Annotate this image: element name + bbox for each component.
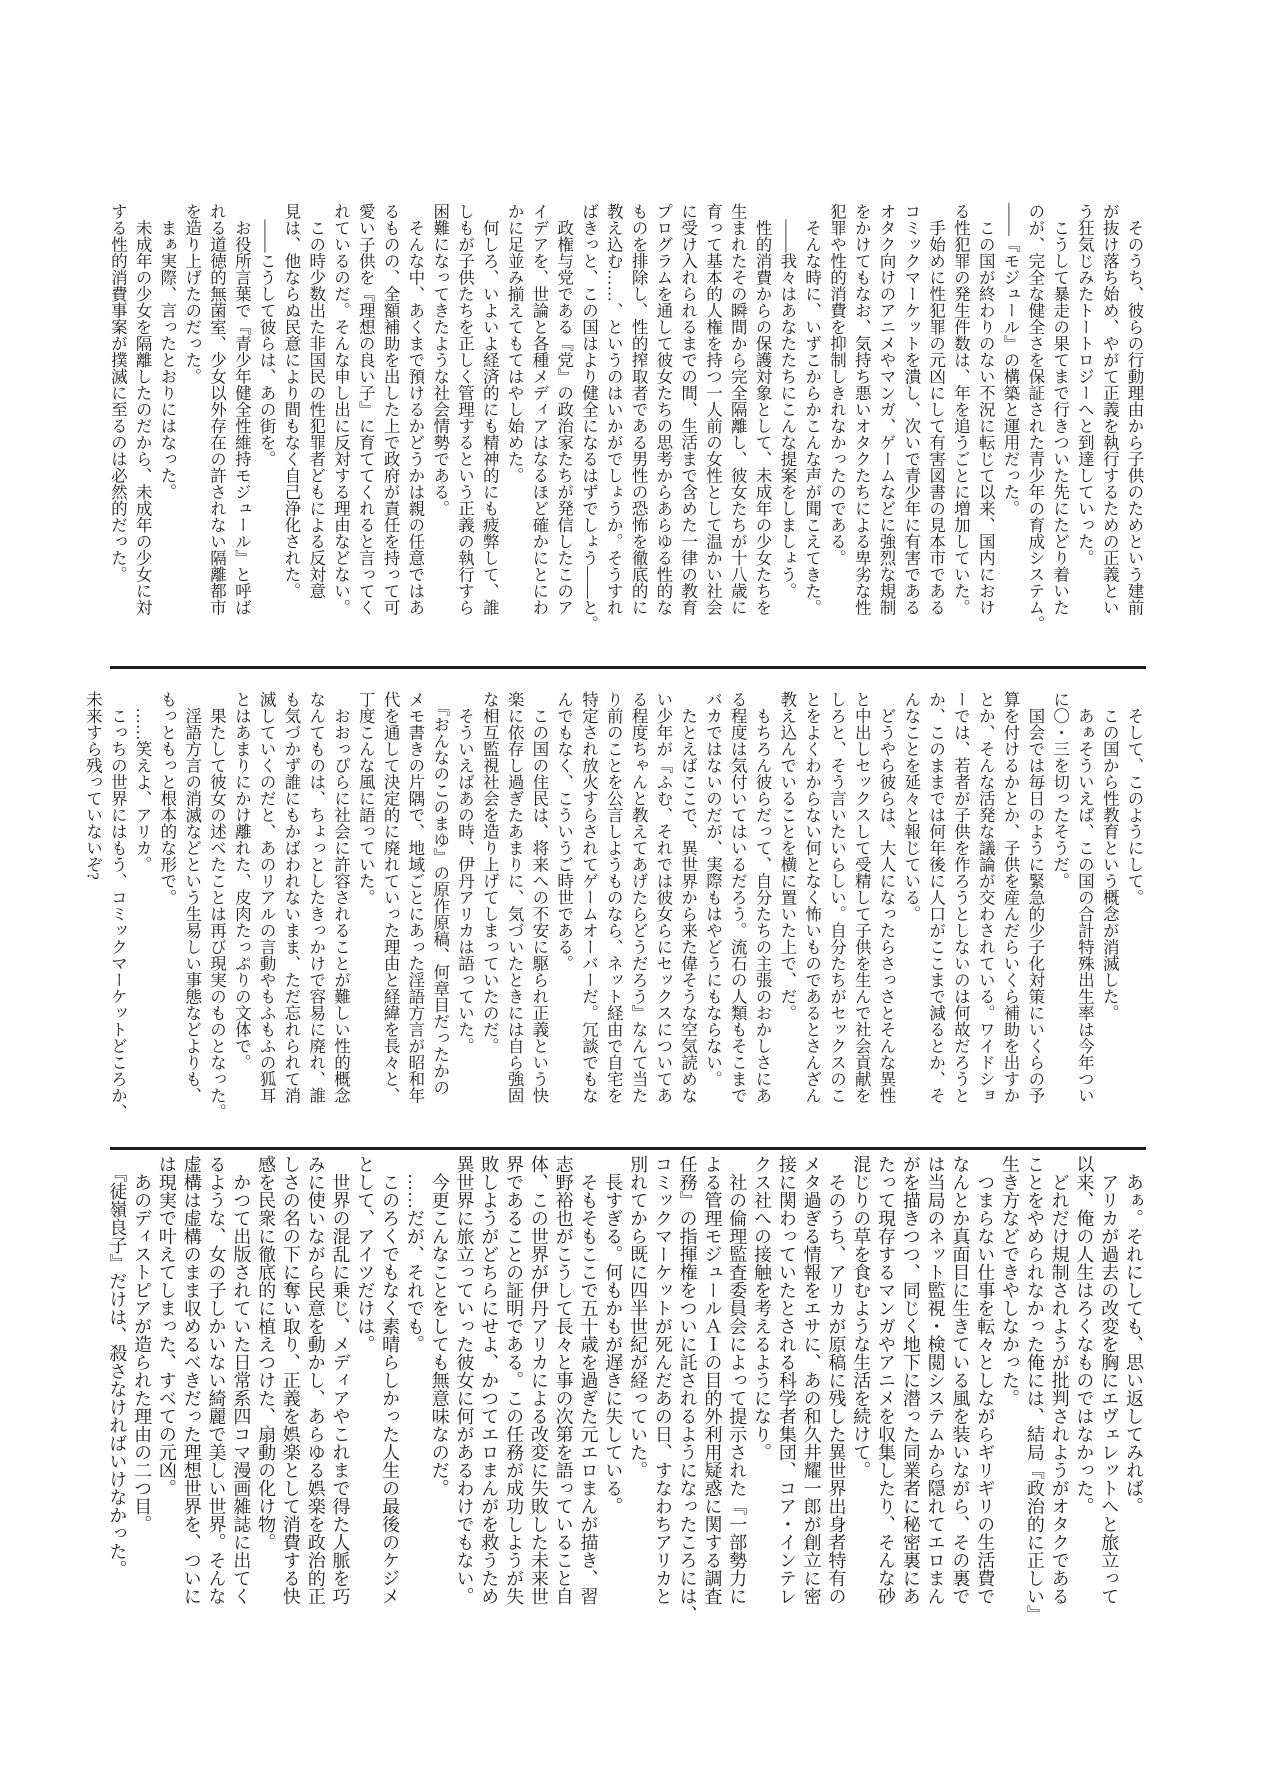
text-line: イデアを、世論と各種メディアはなるほど確かにとにわ [529, 203, 549, 616]
text-line: ――我々はあなたたちにこんな提案をしましょう。 [777, 203, 797, 599]
text-line: 愛い子供を『理想の良い子』に育ててくれると言ってく [356, 203, 376, 616]
text-line: とをよくわからない何となく怖いものであるとさんざん [802, 691, 822, 1104]
text-line: 以来、俺の人生はろくなものではなかった。 [1074, 1155, 1095, 1515]
text-line: もちろん彼らだって、自分たちの主張のおかしさにあ [753, 691, 773, 1104]
text-line: メモ書きの片隅で、地域ごとにあった淫語方言が昭和年 [405, 691, 425, 1104]
text-line: 淫語方言の消滅などという生易しい事態などよりも、 [182, 691, 202, 1104]
text-line: 生き方などできやしなかった。 [1000, 1155, 1021, 1407]
text-line: コミックマーケットを潰し、次いで青少年に有害である [901, 203, 921, 616]
text-line: れる道徳的無菌室、少女以外存在の許されない隔離都市 [207, 203, 227, 616]
text-line: コミックマーケットが死んだあの日、すなわちアリカと [652, 1155, 673, 1605]
text-line: 教え込んでいることを横に置いた上で、だ。 [777, 691, 797, 1021]
text-section-middle [80, 691, 1146, 1131]
text-line: に〇・三を切ったそうだ。 [1050, 691, 1070, 889]
text-line: ――こうして彼らは、あの街を。 [257, 203, 277, 467]
text-line: 虚構は虚構のまま収めるべきだった理想世界を、ついに [181, 1155, 202, 1605]
text-line: そもそもここで五十歳を過ぎた元エロまんが描き、習 [578, 1155, 599, 1605]
text-line: なんとか真面目に生きている風を装いながら、その裏で [950, 1155, 971, 1605]
text-line: は現実で叶えてしまった、すべての元凶。 [156, 1155, 177, 1497]
text-line: どれだけ規制されようが批判されようがオタクである [1049, 1155, 1070, 1605]
text-line: この時少数出た非国民の性犯罪者どもによる反対意 [306, 203, 326, 599]
text-line: しさの名の下に奪い取り、正義を娯楽として消費する快 [280, 1155, 301, 1605]
text-line: 国会では毎日のように緊急的少子化対策にいくらの予 [1025, 691, 1045, 1104]
text-line: 接に関わっていたとされる科学者集団、コア・インテレ [776, 1155, 797, 1605]
text-line: う狂気じみたトートロジーへと到達していった。 [1075, 203, 1095, 566]
text-line: 滅していくのだと、あのリアルの言動やもふもふの狐耳 [257, 691, 277, 1104]
text-line: 困難になってきたような社会情勢である。 [430, 203, 450, 517]
text-line: ……だが、それでも。 [404, 1155, 425, 1353]
text-line: メタ過ぎる情報をエサに、あの和久井耀一郎が創立に密 [801, 1155, 822, 1605]
text-line: たとえばここで、異世界から来た偉そうな空気読めな [678, 691, 698, 1104]
section-divider [110, 1147, 1146, 1150]
text-line: こうして暴走の果てまで行きついた先にたどり着いた [1050, 203, 1070, 616]
text-line: この国の住民は、将来への不安に駆られ正義という快 [529, 691, 549, 1104]
text-line: もっともっと根本的な形で。 [157, 691, 177, 906]
text-line: に受け入れられるまでの間、生活まで含めた一律の教育 [678, 203, 698, 616]
text-line: オタク向けのアニメやマンガ、ゲームなどに強烈な規制 [877, 203, 897, 616]
text-line: クス社への接触を考えるようになり。 [752, 1155, 773, 1461]
text-line: そんな中、あくまで預けるかどうかは親の任意ではあ [405, 203, 425, 616]
text-line: 『おんなのこのまゆ』の原作原稿、何章目だったかの [430, 691, 450, 1096]
text-section-bottom [105, 1155, 1146, 1635]
text-line: 教え込む……、というのはいかがでしょうか。そうすれ [604, 203, 624, 616]
text-line: 未来すら残っていないぞ? [83, 691, 103, 880]
text-line: か、このままでは何年後に人口がここまで減るとか、そ [926, 691, 946, 1104]
text-line: なんてものは、ちょっとしたきっかけで容易に廃れ、誰 [306, 691, 326, 1104]
text-line: れているのだ。そんな申し出に反対する理由などない。 [331, 203, 351, 616]
text-line: あのディストピアが造られた理由の二つ目。 [132, 1155, 153, 1533]
text-line: と中出しセックスして受精して子供を生んで社会貢献を [852, 691, 872, 1104]
text-line: 界であることの証明である。この任務が成功しようが失 [504, 1155, 525, 1605]
text-line: する性的消費事案が撲滅に至るのは必然的だった。 [108, 203, 128, 583]
text-line: よる管理モジュールＡＩの目的外利用疑惑に関する調査 [702, 1155, 723, 1605]
text-line: この国から性教育という概念が消滅した。 [1100, 691, 1120, 1021]
text-line: どうやら彼らは、大人になったらさっさとそんな異性 [877, 691, 897, 1104]
text-line: 丁度こんな風に語っていた。 [356, 691, 376, 906]
text-line: るものの、全額補助を出した上で政府が責任を持って可 [381, 203, 401, 616]
text-line: ばきっと、この国はより健全になるはずでしょう――と。 [579, 203, 599, 632]
text-line: 見は、他ならぬ民意により間もなく自己浄化された。 [281, 203, 301, 599]
text-line: プログラムを通して彼女たちの思考からあらゆる性的な [653, 203, 673, 616]
text-line: お役所言葉で『青少年健全性維持モジュール』と呼ば [232, 203, 252, 616]
text-line: 今更こんなことをしても無意味なのだ。 [429, 1155, 450, 1497]
text-line: そんな時に、いずこからかこんな声が聞こえてきた。 [802, 203, 822, 616]
text-line: こっちの世界にはもう、コミックマーケットどころか、 [108, 691, 128, 1120]
text-line: んでもなく、こういうご時世である。 [554, 691, 574, 972]
text-line: ものを排除し、性的搾取者である男性の恐怖を徹底的に [629, 203, 649, 616]
text-line: んなことを延々と報じている。 [901, 691, 921, 922]
text-line: そのうち、アリカが原稿に残した異世界出身者特有の [826, 1155, 847, 1605]
text-line: として、アイツだけは。 [355, 1155, 376, 1353]
text-line: ……笑えよ、アリカ。 [133, 691, 153, 873]
text-line: 何しろ、いよいよ経済的にも精神的にも疲弊して、誰 [480, 203, 500, 616]
text-line: 算を付けるかとか、子供を産んだらいくら補助を出すか [1001, 691, 1021, 1104]
text-line: つまらない仕事を転々としながらギリギリの生活費で [975, 1155, 996, 1605]
text-line: 性的消費からの保護対象として、未成年の少女たちを [753, 203, 773, 616]
text-line: 育って基本的人権を持つ一人前の女性として温かい社会 [703, 203, 723, 616]
text-line: い少年が『ふむ、それでは彼女らにセックスについてあ [653, 691, 673, 1104]
text-line: ーでは、若者が子供を作ろうとしないのは何故だろうと [951, 691, 971, 1104]
text-line: 生まれたその瞬間から完全隔離し、彼女たちが十八歳に [728, 203, 748, 616]
text-line: を造り上げたのだった。 [182, 203, 202, 385]
text-line: る性犯罪の発生件数は、年を追うごとに増加していた。 [951, 203, 971, 616]
text-line: も気づかず誰にもかばわれないまま、ただ忘れられて消 [281, 691, 301, 1104]
text-line: バカではないのだが、実際もはやどうにもならない。 [703, 691, 723, 1087]
text-line: な相互監視社会を造り上げてしまっていたのだ。 [480, 691, 500, 1054]
text-line: 特定され放火すらされてゲームオーバーだ。冗談でもな [579, 691, 599, 1104]
text-line: 志野裕也がこうして長々と事の次第を語っていること自 [553, 1155, 574, 1605]
text-line: るような、女の子しかいない綺麗で美しい世界。そんな [206, 1155, 227, 1605]
text-line: アリカが過去の改変を胸にエヴェレットへと旅立って [1099, 1155, 1120, 1605]
text-line: あぁ。それにしても、思い返してみれば。 [1124, 1155, 1144, 1515]
text-line: 長すぎる。何もかもが遅きに失している。 [603, 1155, 624, 1515]
text-line: る程度は気付いてはいるだろう。流石の人類もそこまで [728, 691, 748, 1104]
text-line: おおっぴらに社会に許容されることが難しい性的概念 [331, 691, 351, 1104]
text-line: り前のことを公言しようものなら、ネット経由で自宅を [604, 691, 624, 1104]
text-line: 体、この世界が伊丹アリカによる改変に失敗した未来世 [528, 1155, 549, 1605]
text-line: そういえばあの時、伊丹アリカは語っていた。 [455, 691, 475, 1054]
text-line: 社の倫理監査委員会によって提示された『一部勢力に [727, 1155, 748, 1605]
text-line: 楽に依存し過ぎたあまりに、気づいたときには自ら強固 [505, 691, 525, 1104]
text-line: 感を民衆に徹底的に植えつけた、扇動の化け物。 [256, 1155, 277, 1551]
text-line: かに足並み揃えてもてはやし始めた。 [505, 203, 525, 484]
text-line: たって現存するマンガやアニメを収集したり、そんな砂 [876, 1155, 897, 1605]
text-line: が抜け落ち始め、やがて正義を執行するための正義とい [1100, 203, 1120, 616]
text-line: そのうち、彼らの行動理由から子供のためという建前 [1125, 203, 1144, 616]
text-line: ことをやめられなかった俺には、結局『政治的に正しい』 [1024, 1155, 1045, 1623]
text-line: 任務』の指揮権をついに託されるようになったころには、 [677, 1155, 698, 1623]
text-line: は当局のネット監視・検閲システムから隠れてエロまん [925, 1155, 946, 1605]
text-line: 果たして彼女の述べたことは再び現実のものとなった。 [207, 691, 227, 1120]
text-line: 犯罪や性的消費を抑制しきれなかったのである。 [827, 203, 847, 566]
text-line: 世界の混乱に乗じ、メディアやこれまで得た人脈を巧 [330, 1155, 351, 1605]
text-line: この国が終わりのない不況に転じて以来、国内におけ [976, 203, 996, 616]
text-line: このろくでもなく素晴らしかった人生の最後のケジメ [380, 1155, 401, 1605]
text-line: 混じりの草を食むような生活を続けて。 [851, 1155, 872, 1479]
section-divider [110, 666, 1146, 669]
text-line: る程度ちゃんと教えてあげたらどうだろう』なんて当た [629, 691, 649, 1104]
text-line: 代を通して決定的に廃れていった理由と経緯を長々と、 [381, 691, 401, 1104]
text-line: をかけてもなお、気持ち悪いオタクたちによる卑劣な性 [852, 203, 872, 616]
text-line: 異世界に旅立っていった彼女に何があるわけでもない。 [454, 1155, 475, 1605]
text-line: ――『モジュール』の構築と運用だった。 [1001, 203, 1021, 517]
text-section-top [105, 203, 1146, 643]
text-line: 未成年の少女を隔離したのだから、未成年の少女に対 [133, 203, 153, 616]
text-line: 敗しようがどちらにせよ、かつてエロまんがを救うため [479, 1155, 500, 1605]
text-line: のが、完全な健全さを保証された青少年の育成システム。 [1025, 203, 1045, 632]
text-line: とはあまりにかけ離れた、皮肉たっぷりの文体で。 [232, 691, 252, 1071]
text-line: まぁ実際、言ったとおりにはなった。 [157, 203, 177, 500]
text-line: みに使いながら民意を動かし、あらゆる娯楽を政治的正 [305, 1155, 326, 1605]
text-line: かつて出版されていた日常系四コマ漫画雑誌に出てく [231, 1155, 252, 1605]
text-line: がを描きつつ、同じく地下に潜った同業者に秘密裏にあ [900, 1155, 921, 1605]
text-line: 政権与党である『党』の政治家たちが発信したこのア [554, 203, 574, 616]
text-line: しろと、そう言いたいらしい。自分たちがセックスのこ [827, 691, 847, 1104]
text-line: そして、このようにして。 [1125, 691, 1144, 906]
text-line: 別れてから既に四半世紀が経っていた。 [628, 1155, 649, 1479]
text-line: 『徒嶺良子』だけは、殺さなければいけなかった。 [107, 1155, 128, 1578]
text-line: とか、そんな活発な議論が交わされている。ワイドショ [976, 691, 996, 1104]
text-line: しもが子供たちを正しく管理するという正義の執行すら [455, 203, 475, 616]
text-line: あぁそういえば、この国の合計特殊出生率は今年つい [1075, 691, 1095, 1104]
text-line: 手始めに性犯罪の元凶にして有害図書の見本市である [926, 203, 946, 616]
